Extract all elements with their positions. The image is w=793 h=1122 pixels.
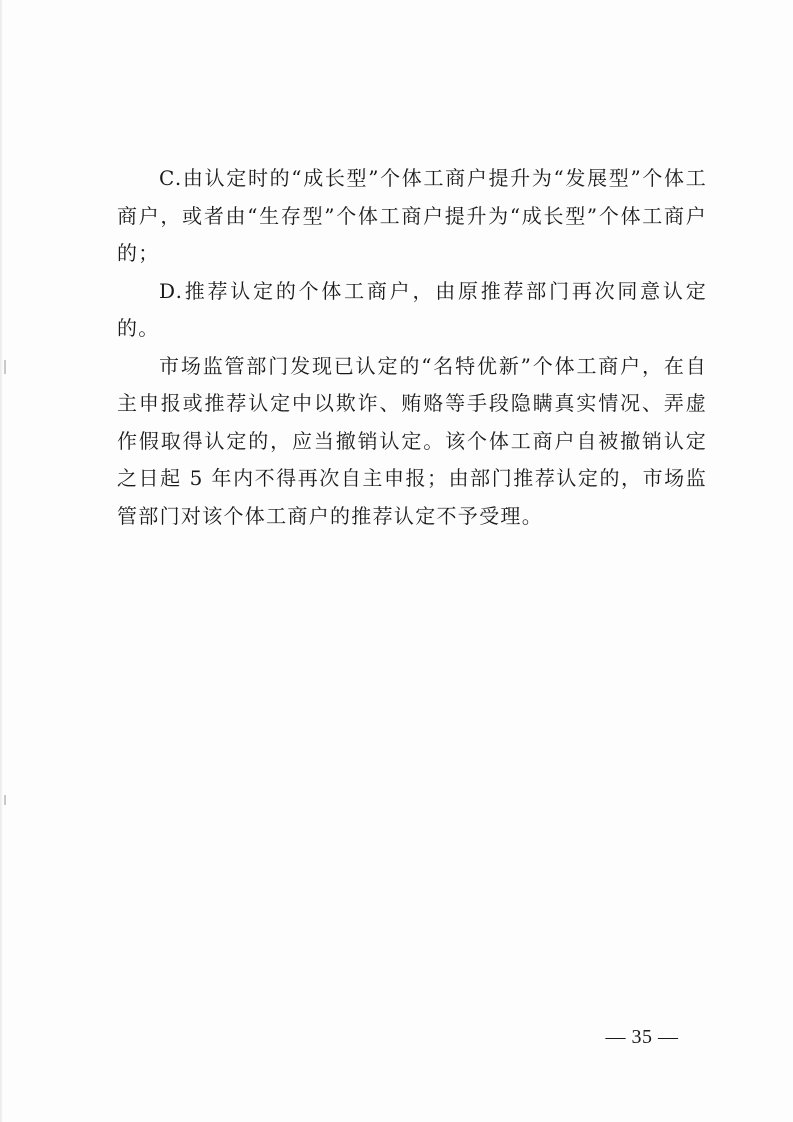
scan-mark: [4, 795, 6, 805]
paragraph-item-c: C.由认定时的“成长型”个体工商户提升为“发展型”个体工商户，或者由“生存型”个体工商户提升为“成长型”个体工商户的；: [117, 166, 707, 265]
scan-mark: [4, 360, 6, 374]
document-body: [117, 160, 707, 535]
scan-edge-shadow: [0, 0, 3, 1122]
page-number: — 35 —: [605, 1026, 679, 1048]
paragraph-revocation: 市场监管部门发现已认定的“名特优新”个体工商户，在自主申报或推荐认定中以欺诈、贿赂等手段隐瞒真实情况、弄虚作假取得认定的，应当撤销认定。该个体工商户自被撤销认定之日起 5 年内不得再次自主申报；由部门推荐认定的，市场监管部门对该个体工商户的推荐认定不予受理。: [117, 353, 707, 528]
paragraph-item-d: D.推荐认定的个体工商户，由原推荐部门再次同意认定的。: [117, 278, 707, 340]
